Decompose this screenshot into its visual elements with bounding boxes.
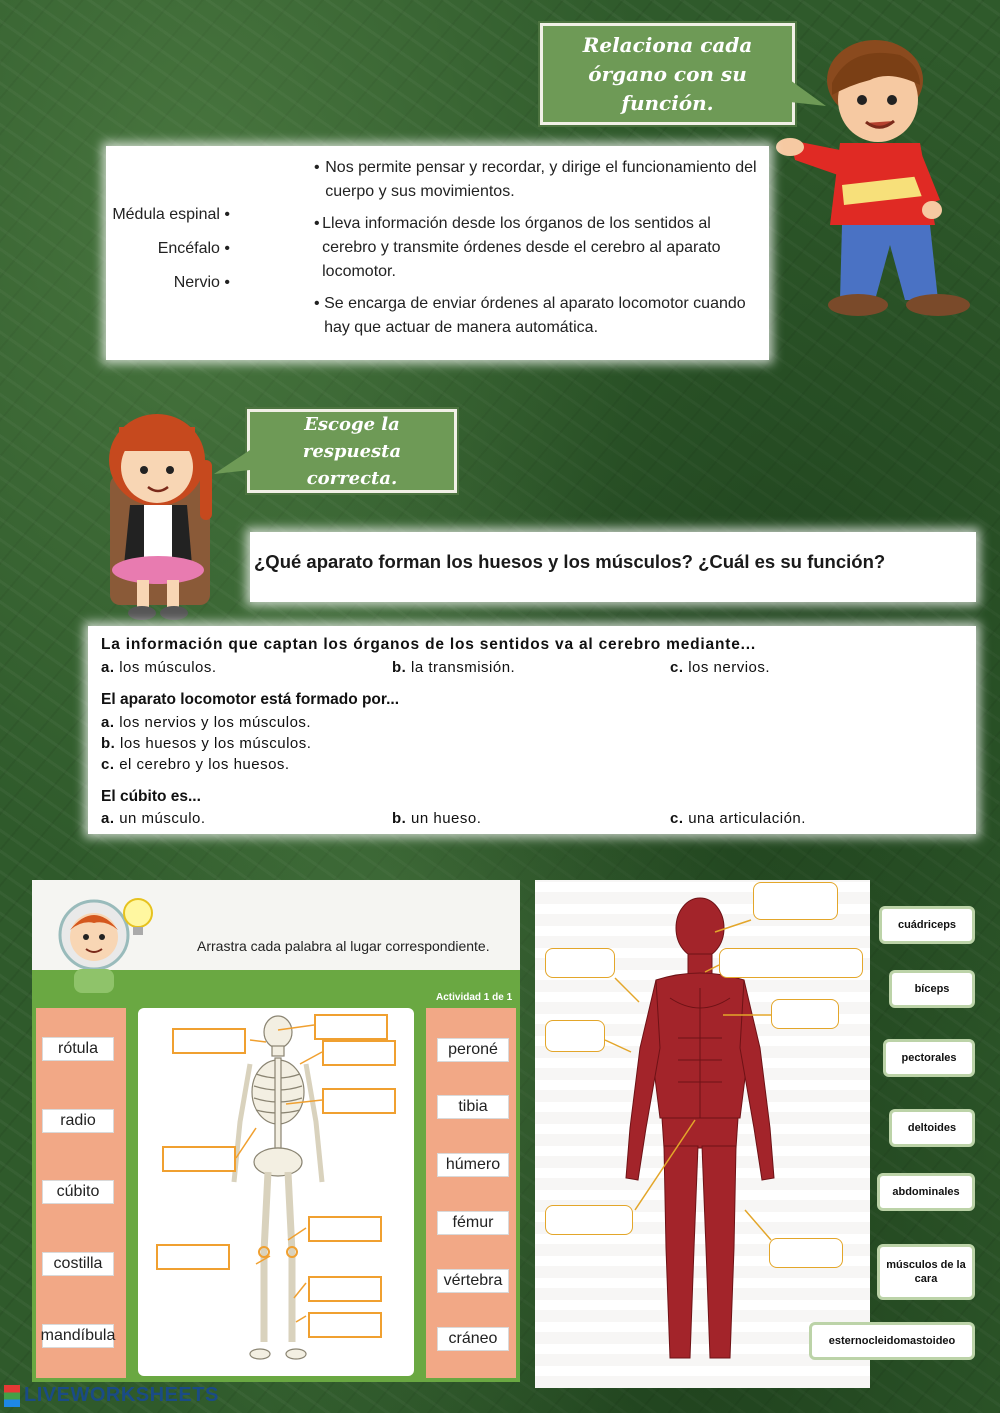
open-question-panel [250, 532, 976, 602]
organ-nervio[interactable]: Nervio • [173, 274, 230, 291]
bubble-tail-girl [214, 448, 250, 478]
astronaut-kid-icon [46, 885, 161, 995]
q1-title: La información que captan los órganos de los sentidos va al cerebro mediante... [101, 636, 756, 653]
drop-target[interactable] [322, 1040, 396, 1066]
muscle-drop-target[interactable] [545, 1020, 605, 1052]
organ-medula[interactable]: Médula espinal • [112, 206, 230, 223]
q2-option-c[interactable]: c. el cerebro y los huesos. [101, 756, 290, 773]
muscle-word-biceps[interactable]: bíceps [889, 970, 975, 1008]
word-humero[interactable]: húmero [437, 1153, 509, 1177]
drop-target[interactable] [308, 1276, 382, 1302]
drop-target[interactable] [172, 1028, 246, 1054]
muscle-drop-target[interactable] [753, 882, 838, 920]
drop-target[interactable] [314, 1014, 388, 1040]
word-rotula[interactable]: rótula [42, 1037, 114, 1061]
q2-option-b[interactable]: b. los huesos y los músculos. [101, 735, 312, 752]
speech-bubble-boy: Relaciona cada órgano con su función. [540, 23, 795, 125]
muscle-word-deltoides[interactable]: deltoides [889, 1109, 975, 1147]
q3-option-c[interactable]: c. una articulación. [670, 810, 806, 827]
right-word-column [426, 1008, 516, 1378]
liveworksheets-logo: LIVEWORKSHEETS [4, 1384, 219, 1407]
match-functions [314, 156, 764, 340]
drop-target[interactable] [308, 1312, 382, 1338]
match-panel [106, 146, 769, 360]
q2-title: El aparato locomotor está formado por... [101, 691, 399, 708]
q2-option-a[interactable]: a. los nervios y los músculos. [101, 714, 312, 731]
skeleton-canvas [138, 1008, 414, 1376]
drop-target[interactable] [156, 1244, 230, 1270]
muscle-word-abdominales[interactable]: abdominales [877, 1173, 975, 1211]
quiz-panel [88, 626, 976, 834]
word-tibia[interactable]: tibia [437, 1095, 509, 1119]
word-vertebra[interactable]: vértebra [437, 1269, 509, 1293]
girl-illustration [92, 405, 227, 630]
drop-target[interactable] [308, 1216, 382, 1242]
muscle-figure-panel [535, 880, 870, 1388]
function-item[interactable]: • Lleva información desde los órganos de los sentidos al cerebro y transmite órdenes desde el cerebro al aparato locomotor. [314, 212, 764, 284]
function-item[interactable]: • Se encarga de enviar órdenes al aparato locomotor cuando hay que actuar de manera automática. [314, 292, 764, 340]
word-cubito[interactable]: cúbito [42, 1180, 114, 1204]
word-femur[interactable]: fémur [437, 1211, 509, 1235]
muscle-drop-target[interactable] [719, 948, 863, 978]
q1-option-a[interactable]: a. los músculos. [101, 659, 217, 676]
speech-bubble-girl: Escoge la respuesta correcta. [247, 409, 457, 493]
word-mandibula[interactable]: mandíbula [42, 1324, 114, 1348]
activity-instruction: Arrastra cada palabra al lugar correspondiente. [197, 938, 490, 954]
q3-title: El cúbito es... [101, 788, 201, 805]
function-item[interactable]: • Nos permite pensar y recordar, y dirige el funcionamiento del cuerpo y sus movimientos. [314, 156, 764, 204]
muscle-word-cuadriceps[interactable]: cuádriceps [879, 906, 975, 944]
word-craneo[interactable]: cráneo [437, 1327, 509, 1351]
muscle-drop-target[interactable] [771, 999, 839, 1029]
bullet: • [314, 295, 320, 312]
drop-target[interactable] [322, 1088, 396, 1114]
muscle-word-esternocleidomastoideo[interactable]: esternocleidomastoideo [809, 1322, 975, 1360]
skeleton-activity [32, 880, 520, 1382]
drop-target[interactable] [162, 1146, 236, 1172]
logo-mark-icon [4, 1385, 20, 1407]
organ-encefalo[interactable]: Encéfalo • [157, 240, 230, 257]
muscle-word-pectorales[interactable]: pectorales [883, 1039, 975, 1077]
boy-illustration [770, 25, 985, 325]
muscle-drop-target[interactable] [545, 948, 615, 978]
activity-counter: Actividad 1 de 1 [436, 992, 513, 1003]
q3-option-b[interactable]: b. un hueso. [392, 810, 482, 827]
match-organs [106, 206, 230, 308]
open-question: ¿Qué aparato forman los huesos y los músculos? ¿Cuál es su función? [254, 551, 886, 572]
bullet: • [314, 159, 320, 176]
q3-option-a[interactable]: a. un músculo. [101, 810, 206, 827]
word-radio[interactable]: radio [42, 1109, 114, 1133]
word-perone[interactable]: peroné [437, 1038, 509, 1062]
bullet: • [314, 215, 320, 232]
q1-option-c[interactable]: c. los nervios. [670, 659, 771, 676]
muscle-drop-target[interactable] [769, 1238, 843, 1268]
q1-option-b[interactable]: b. la transmisión. [392, 659, 516, 676]
muscle-drop-target[interactable] [545, 1205, 633, 1235]
word-costilla[interactable]: costilla [42, 1252, 114, 1276]
muscle-word-cara[interactable]: músculos de la cara [877, 1244, 975, 1300]
